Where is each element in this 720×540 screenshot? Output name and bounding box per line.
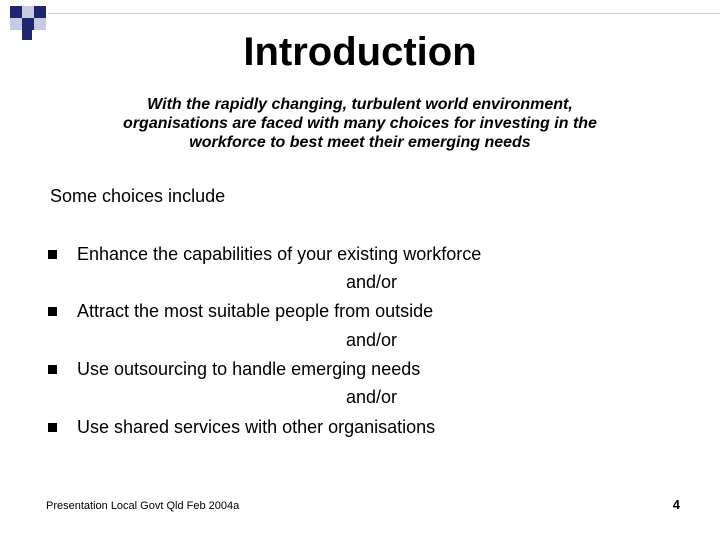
square-bullet-icon	[48, 307, 57, 316]
subtitle-line: organisations are faced with many choices for investing in the	[123, 115, 597, 132]
bullet-text: Attract the most suitable people from outside	[77, 300, 434, 321]
decor-square-dark	[10, 6, 22, 18]
subtitle-line: With the rapidly changing, turbulent world environment,	[147, 96, 573, 113]
header-line	[48, 13, 720, 14]
slide-subtitle	[60, 95, 660, 152]
connector-text: and/or	[346, 330, 398, 350]
intro-text: Some choices include	[50, 186, 226, 206]
square-bullet-icon	[48, 250, 57, 259]
bullet-text: Use outsourcing to handle emerging needs	[77, 358, 421, 379]
subtitle-line: workforce to best meet their emerging needs	[189, 134, 531, 151]
bullet-item	[48, 355, 420, 383]
bullet-item	[48, 413, 435, 441]
decor-square-light	[22, 6, 34, 18]
connector-text: and/or	[346, 387, 398, 407]
page-number: 4	[672, 497, 680, 512]
square-bullet-icon	[48, 365, 57, 374]
bullet-item	[48, 297, 433, 325]
square-bullet-icon	[48, 423, 57, 432]
bullet-item	[48, 240, 481, 268]
bullet-text: Use shared services with other organisations	[77, 416, 436, 437]
slide-title: Introduction	[243, 30, 477, 74]
bullet-text: Enhance the capabilities of your existing workforce	[77, 243, 482, 264]
footer-text: Presentation Local Govt Qld Feb 2004a	[46, 500, 240, 512]
decor-square-dark	[34, 6, 46, 18]
connector-text: and/or	[346, 272, 398, 292]
